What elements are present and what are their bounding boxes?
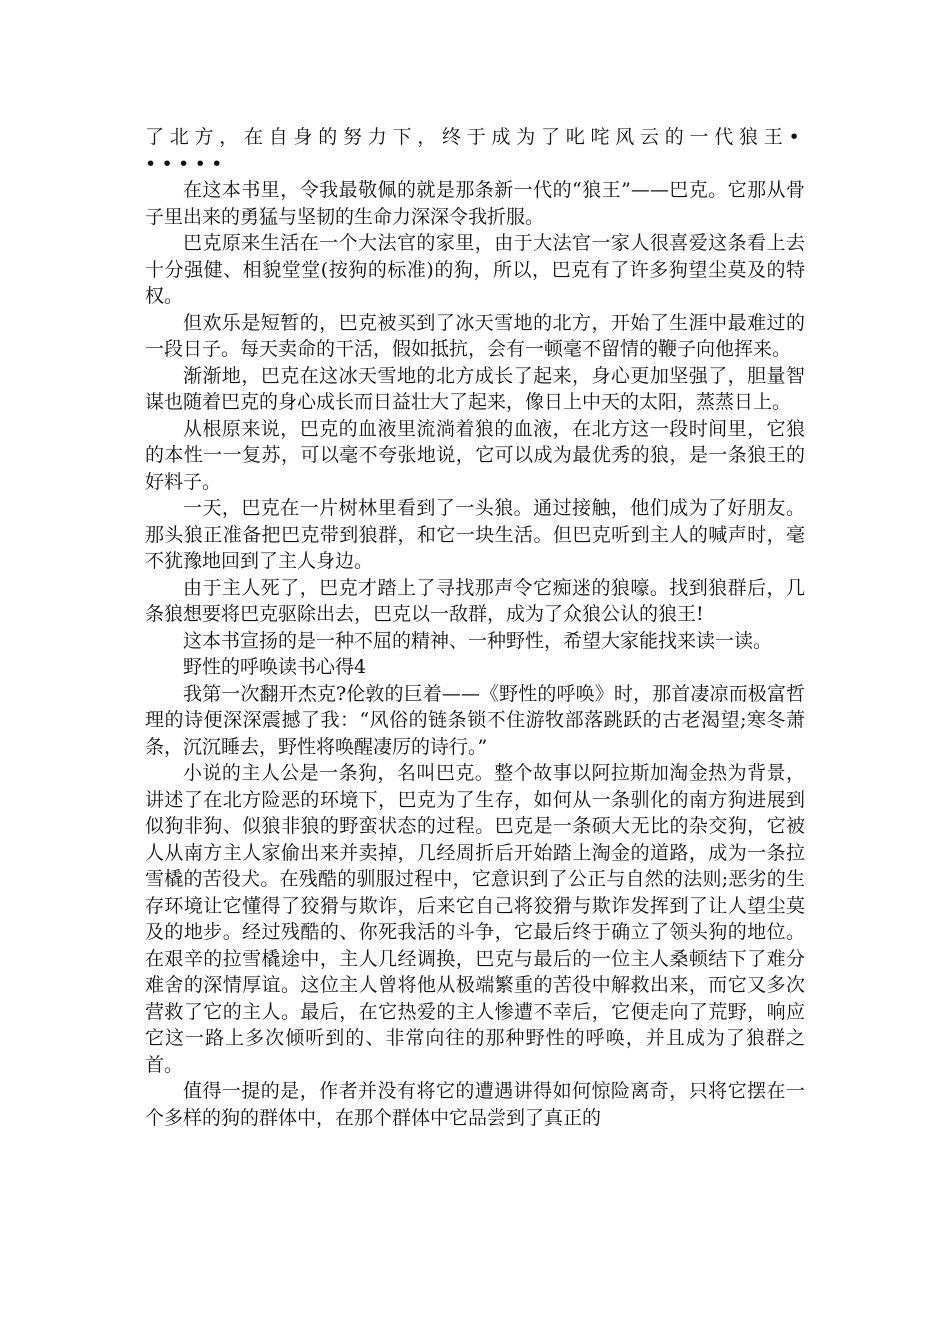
paragraph-continuation: 了北方，在自身的努力下，终于成为了叱咤风云的一代狼王•••••• — [145, 126, 805, 175]
paragraph: 一天，巴克在一片树林里看到了一头狼。通过接触，他们成为了好朋友。那头狼正准备把巴克带到狼群，和它一块生活。但巴克听到主人的喊声时，毫不犹豫地回到了主人身边。 — [145, 497, 805, 572]
paragraph: 在这本书里，令我最敬佩的就是那条新一代的“狼王”——巴克。它那从骨子里出来的勇猛与坚韧的生命力深深令我折服。 — [145, 179, 805, 228]
paragraph: 小说的主人公是一条狗，名叫巴克。整个故事以阿拉斯加淘金热为背景，讲述了在北方险恶的环境下，巴克为了生存，如何从一条驯化的南方狗进展到似狗非狗、似狼非狼的野蛮状态的过程。巴克是一条硕大无比的杂交狗，它被人从南方主人家偷出来并卖掉，几经周折后开始踏上淘金的道路，成为一条拉雪橇的苦役犬。在残酷的驯服过程中，它意识到了公正与自然的法则;恶劣的生存环境让它懂得了狡猾与欺诈，后来它自己将狡猾与欺诈发挥到了让人望尘莫及的地步。经过残酷的、你死我活的斗争，它最后终于确立了领头狗的地位。在艰辛的拉雪橇途中，主人几经调换，巴克与最后的一位主人桑顿结下了难分难舍的深情厚谊。这位主人曾将他从极端繁重的苦役中解救出来，而它又多次营救了它的主人。最后，在它热爱的主人惨遭不幸后，它便走向了荒野，响应它这一路上多次倾听到的、非常向往的那种野性的呼唤，并且成为了狼群之首。 — [145, 762, 805, 1076]
paragraph: 巴克原来生活在一个大法官的家里，由于大法官一家人很喜爱这条看上去十分强健、相貌堂堂(按狗的标准)的狗，所以，巴克有了许多狗望尘莫及的特权。 — [145, 232, 805, 307]
paragraph: 这本书宣扬的是一种不屈的精神、一种野性，希望大家能找来读一读。 — [183, 629, 773, 652]
paragraph: 由于主人死了，巴克才踏上了寻找那声令它痴迷的狼嚎。找到狼群后，几条狼想要将巴克驱除出去，巴克以一敌群，成为了众狼公认的狼王! — [145, 576, 805, 625]
paragraph: 但欢乐是短暂的，巴克被买到了冰天雪地的北方，开始了生涯中最难过的一段日子。每天卖命的干活，假如抵抗，会有一顿毫不留情的鞭子向他挥来。 — [145, 311, 805, 360]
section-heading: 野性的呼唤读书心得4 — [183, 656, 367, 678]
paragraph: 从根原来说，巴克的血液里流淌着狼的血液，在北方这一段时间里，它狼的本性一一复苏，可以毫不夸张地说，它可以成为最优秀的狼，是一条狼王的好料子。 — [145, 417, 805, 493]
paragraph: 值得一提的是，作者并没有将它的遭遇讲得如何惊险离奇，只将它摆在一个多样的狗的群体中，在那个群体中它品尝到了真正的 — [145, 1080, 805, 1129]
document-body — [145, 124, 805, 1131]
paragraph: 我第一次翻开杰克?伦敦的巨着——《野性的呼唤》时，那首凄凉而极富哲理的诗便深深震撼了我：“风俗的链条锁不住游牧部落跳跃的古老渴望;寒冬萧条，沉沉睡去，野性将唤醒凄厉的诗行。” — [145, 682, 805, 758]
paragraph: 渐渐地，巴克在这冰天雪地的北方成长了起来，身心更加坚强了，胆量智谋也随着巴克的身心成长而日益壮大了起来，像日上中天的太阳，蒸蒸日上。 — [145, 364, 805, 413]
